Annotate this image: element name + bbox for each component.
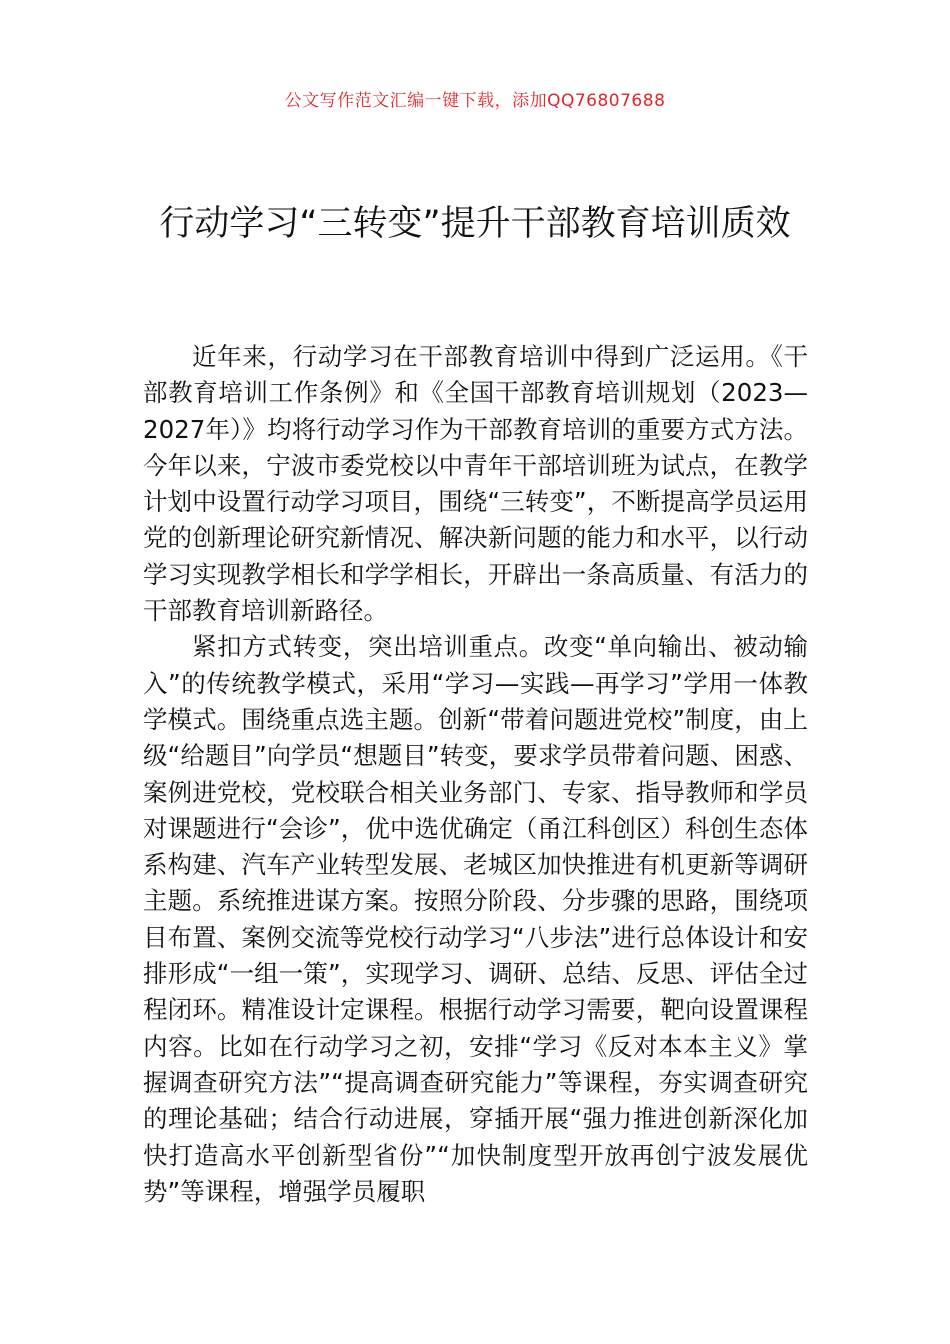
paragraph-method-shift: 紧扣方式转变，突出培训重点。改变“单向输出、被动输入”的传统教学模式，采用“学习—实践—再学习”学用一体教学模式。围绕重点选主题。创新“带着问题进党校”制度，由上级“给题目”向学员“想题目”转变，要求学员带着问题、困惑、案例进党校，党校联合相关业务部门、专家、指导教师和学员对课题进行“会诊”，优中选优确定（甬江科创区）科创生态体系构建、汽车产业转型发展、老城区加快推进有机更新等调研主题。系统推进谋方案。按照分阶段、分步骤的思路，围绕项目布置、案例交流等党校行动学习“八步法”进行总体设计和安排形成“一组一策”，实现学习、调研、总结、反思、评估全过程闭环。精准设计定课程。根据行动学习需要，靶向设置课程内容。比如在行动学习之初，安排“学习《反对本本主义》掌握调查研究方法”“提高调查研究能力”等课程，夯实调查研究的理论基础；结合行动进展，穿插开展“强力推进创新深化加快打造高水平创新型省份”“加快制度型开放再创宁波发展优势”等课程，增强学员履职: [143, 632, 808, 1206]
paragraph-intro: 近年来，行动学习在干部教育培训中得到广泛运用。《干部教育培训工作条例》和《全国干部教育培训规划（2023—2027年）》均将行动学习作为干部教育培训的重要方式方法。今年以来，宁波市委党校以中青年干部培训班为试点，在教学计划中设置行动学习项目，围绕“三转变”，不断提高学员运用党的创新理论研究新情况、解决新问题的能力和水平，以行动学习实现教学相长和学学相长，开辟出一条高质量、有活力的干部教育培训新路径。: [143, 342, 808, 626]
article-body: [143, 339, 808, 1210]
download-promo-note: 公文写作范文汇编一键下载，添加QQ76807688: [284, 91, 666, 111]
article-title: 行动学习“三转变”提升干部教育培训质效: [159, 204, 791, 245]
